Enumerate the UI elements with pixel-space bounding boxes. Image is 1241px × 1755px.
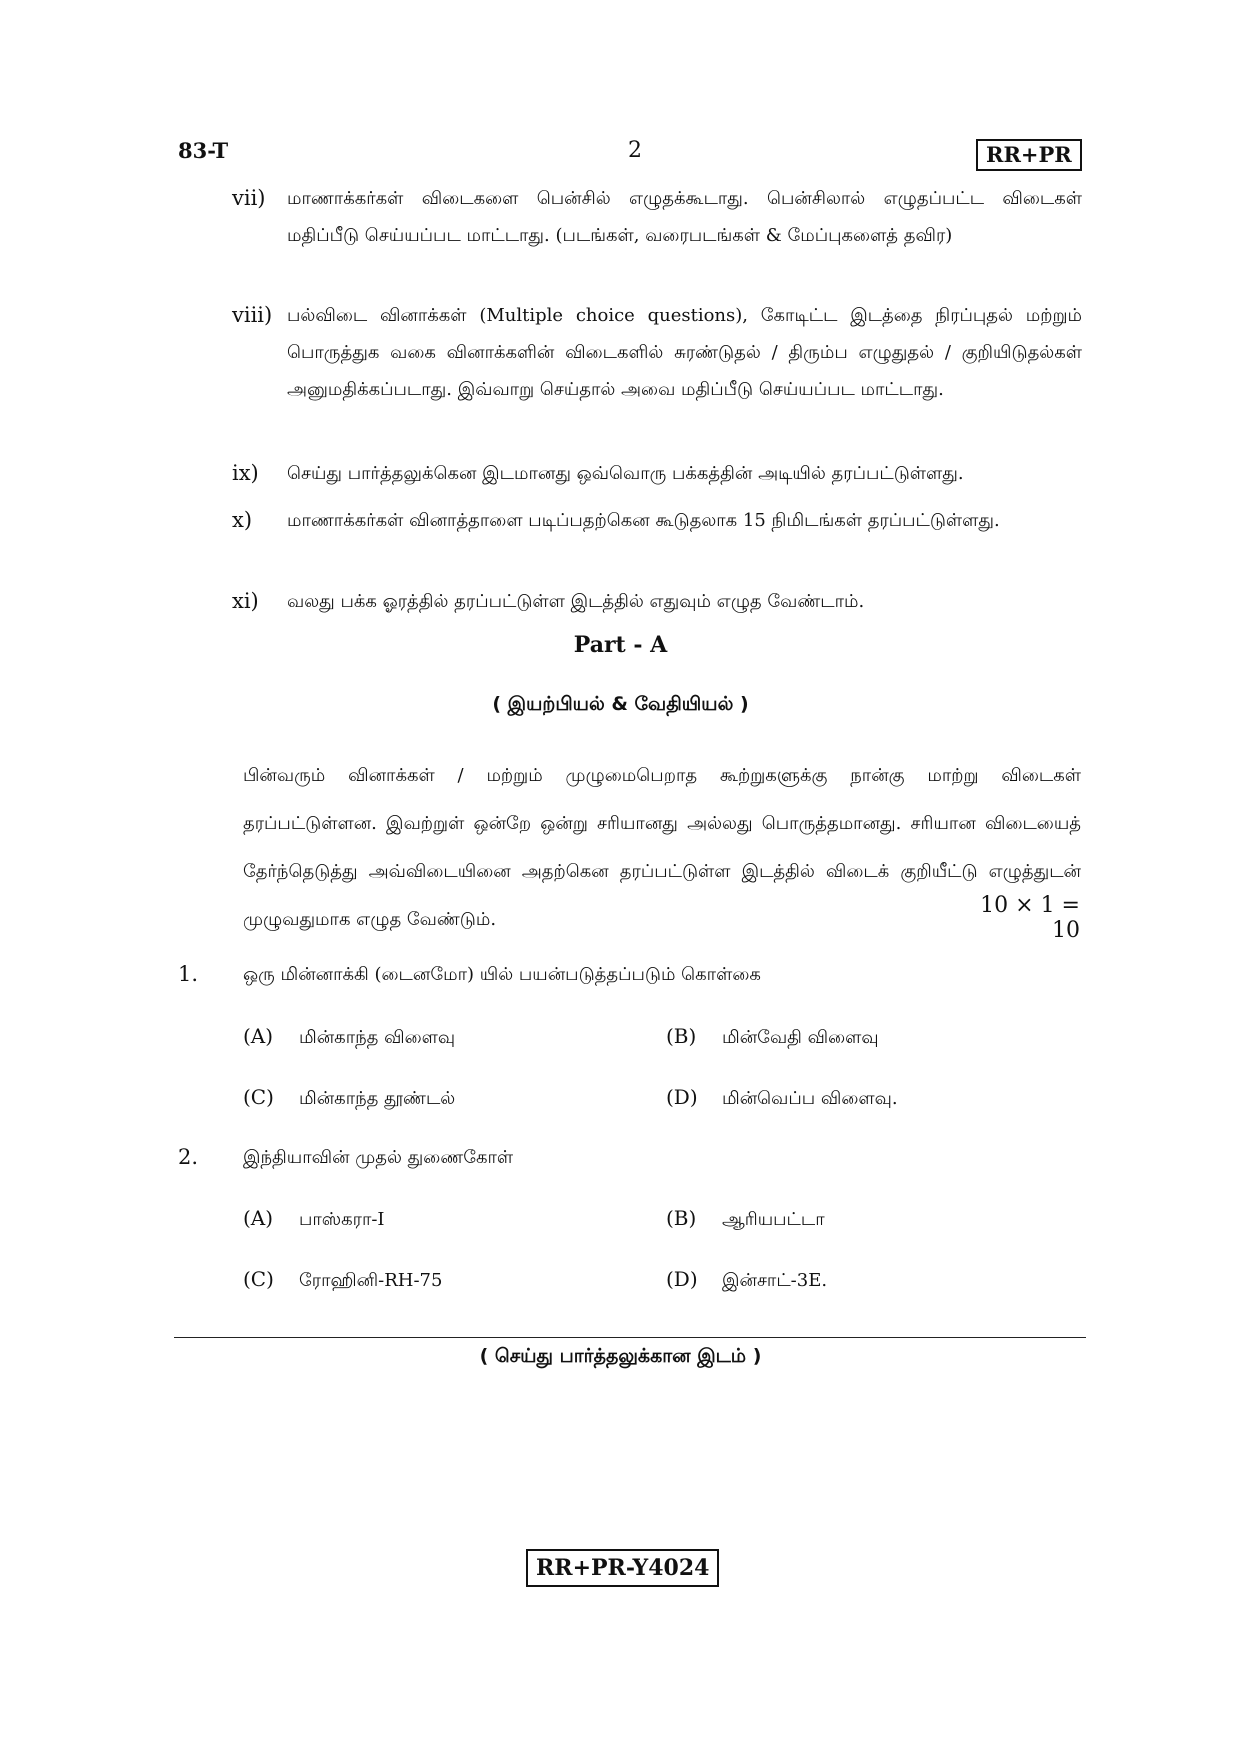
option-text: மின்காந்த விளைவு (299, 1027, 456, 1048)
option-d (666, 1085, 898, 1111)
option-a (243, 1024, 455, 1050)
option-label: (C) (243, 1267, 274, 1291)
instruction-text: வலது பக்க ஓரத்தில் தரப்பட்டுள்ள இடத்தில் எதுவும் எழுத வேண்டாம். (287, 591, 865, 612)
version-code-box: RR+PR (976, 139, 1082, 171)
question-number: 1. (178, 962, 199, 986)
divider-line (174, 1337, 1086, 1338)
option-text: ரோஹினி-RH-75 (299, 1270, 443, 1291)
option-text: பாஸ்கரா-I (299, 1209, 385, 1230)
option-label: (A) (243, 1206, 274, 1230)
option-d (666, 1267, 827, 1293)
instruction-xi (232, 583, 1082, 620)
instruction-text: பல்விடை வினாக்கள் (Multiple choice questions), கோடிட்ட இடத்தை நிரப்புதல் மற்றும் பொருத்துக வகை வினாக்களின் விடைகளில் சுரண்டுதல் / திரும்ப எழுதுதல் / குறியிடுதல்கள் அனுமதிக்கப்படாது. இவ்வாறு செய்தால் அவை மதிப்பீடு செய்யப்பட மாட்டாது. (287, 305, 1082, 400)
marks-scheme: 10 × 1 = 10 (980, 893, 1080, 943)
option-label: (D) (666, 1267, 698, 1291)
instruction-number: xi) (232, 589, 259, 613)
instruction-number: viii) (232, 303, 273, 327)
instruction-viii (232, 297, 1082, 408)
option-c (243, 1267, 442, 1293)
footer-code-box: RR+PR-Y4024 (526, 1549, 719, 1587)
page-number: 2 (628, 138, 642, 163)
option-text: மின்வெப்ப விளைவு. (722, 1088, 898, 1109)
option-b (666, 1206, 825, 1232)
instruction-number: x) (232, 508, 253, 532)
instruction-text: செய்து பார்த்தலுக்கென இடமானது ஒவ்வொரு பக்கத்தின் அடியில் தரப்பட்டுள்ளது. (287, 463, 964, 484)
question-number: 2. (178, 1145, 199, 1169)
instruction-number: vii) (232, 186, 266, 210)
option-b (666, 1024, 879, 1050)
rough-work-label: ( செய்து பார்த்தலுக்கான இடம் ) (479, 1345, 762, 1367)
option-text: மின்காந்த தூண்டல் (299, 1088, 456, 1109)
part-subtitle: ( இயற்பியல் & வேதியியல் ) (492, 693, 749, 715)
option-label: (B) (666, 1024, 697, 1048)
option-label: (D) (666, 1085, 698, 1109)
option-c (243, 1085, 455, 1111)
instruction-x (232, 502, 1082, 539)
question-text: இந்தியாவின் முதல் துணைகோள் (243, 1147, 514, 1168)
option-text: ஆரியபட்டா (722, 1209, 825, 1230)
part-title: Part - A (573, 632, 668, 658)
instruction-vii (232, 180, 1082, 254)
paper-code: 83-T (178, 138, 229, 163)
option-label: (B) (666, 1206, 697, 1230)
option-label: (A) (243, 1024, 274, 1048)
option-label: (C) (243, 1085, 274, 1109)
instruction-number: ix) (232, 461, 259, 485)
part-directions: பின்வரும் வினாக்கள் / மற்றும் முழுமைபெறாத கூற்றுகளுக்கு நான்கு மாற்று விடைகள் தரப்பட்டுள்ளன. இவற்றுள் ஒன்றே ஒன்று சரியானது அல்லது பொருத்தமானது. சரியான விடையைத் தேர்ந்தெடுத்து அவ்விடையினை அதற்கென தரப்பட்டுள்ள இடத்தில் விடைக் குறியீட்டு எழுத்துடன் முழுவதுமாக எழுத வேண்டும். (243, 765, 1081, 930)
option-a (243, 1206, 385, 1232)
instruction-text: மாணாக்கர்கள் வினாத்தாளை படிப்பதற்கென கூடுதலாக 15 நிமிடங்கள் தரப்பட்டுள்ளது. (287, 510, 1000, 531)
option-text: இன்சாட்-3E. (722, 1270, 828, 1291)
instruction-ix (232, 455, 1082, 492)
instruction-text: மாணாக்கர்கள் விடைகளை பென்சில் எழுதக்கூடாது. பென்சிலால் எழுதப்பட்ட விடைகள் மதிப்பீடு செய்யப்பட மாட்டாது. (படங்கள், வரைபடங்கள் & மேப்புகளைத் தவிர) (287, 188, 1082, 246)
question-text: ஒரு மின்னாக்கி (டைனமோ) யில் பயன்படுத்தப்படும் கொள்கை (243, 964, 761, 985)
option-text: மின்வேதி விளைவு (722, 1027, 879, 1048)
